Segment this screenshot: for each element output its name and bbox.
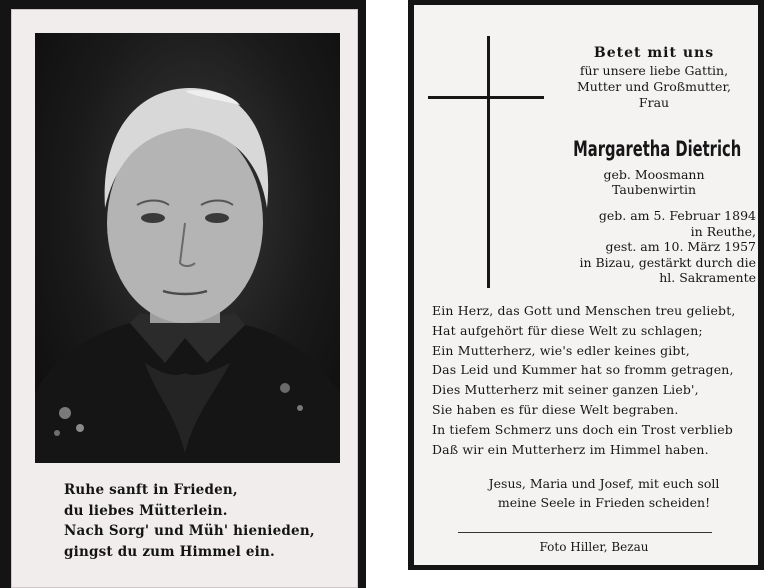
poem-line: In tiefem Schmerz uns doch ein Trost verblieb bbox=[432, 421, 733, 437]
memorial-verse bbox=[64, 480, 354, 562]
heading: Betet mit uns bbox=[593, 45, 715, 61]
photo-card-face bbox=[11, 9, 358, 588]
verse-line: gingst du zum Himmel ein. bbox=[64, 543, 275, 560]
verse-line: Ruhe sanft in Frieden, bbox=[64, 482, 238, 498]
prayer-line: meine Seele in Frieden scheiden! bbox=[497, 495, 711, 510]
life-dates bbox=[550, 208, 756, 286]
deceased-name: Margaretha Dietrich bbox=[573, 137, 742, 161]
birth-date: geb. am 5. Februar 1894 bbox=[598, 208, 756, 223]
header-block bbox=[564, 43, 744, 111]
cross-icon-horizontal bbox=[428, 96, 544, 99]
verse-line: du liebes Mütterlein. bbox=[64, 502, 228, 519]
poem-line: Das Leid und Kummer hat so fromm getragen, bbox=[432, 362, 734, 378]
poem-line: Sie haben es für diese Welt begraben. bbox=[432, 401, 679, 417]
cross-icon-vertical bbox=[487, 36, 490, 288]
intro-line: für unsere liebe Gattin, bbox=[579, 63, 729, 78]
prayer bbox=[454, 474, 754, 512]
memorial-card-text-side bbox=[408, 0, 764, 570]
text-card-face bbox=[414, 5, 758, 565]
maiden-name: geb. Moosmann bbox=[603, 167, 705, 182]
poem-line: Dies Mutterherz mit seiner ganzen Lieb', bbox=[432, 382, 699, 398]
memorial-card-photo-side bbox=[0, 0, 366, 588]
birth-place: in Reuthe, bbox=[690, 223, 756, 239]
name-details bbox=[564, 167, 744, 197]
intro-line: Frau bbox=[638, 95, 670, 110]
poem-line: Daß wir ein Mutterherz im Himmel haben. bbox=[432, 441, 709, 457]
photographer-credit: Foto Hiller, Bezau bbox=[539, 540, 649, 554]
portrait-illustration bbox=[35, 33, 340, 463]
occupation: Taubenwirtin bbox=[611, 182, 697, 197]
poem-line: Hat aufgehört für diese Welt zu schlagen; bbox=[432, 322, 703, 338]
memorial-poem bbox=[432, 301, 762, 459]
poem-line: Ein Herz, das Gott und Menschen treu geliebt, bbox=[432, 303, 736, 318]
death-date: gest. am 10. März 1957 bbox=[605, 239, 756, 254]
death-place: in Bizau, gestärkt durch die bbox=[579, 254, 756, 270]
poem-line: Ein Mutterherz, wie's edler keines gibt, bbox=[432, 342, 690, 358]
divider bbox=[458, 532, 712, 533]
intro-line: Mutter und Großmutter, bbox=[576, 79, 732, 94]
sacraments-note: hl. Sakramente bbox=[659, 270, 756, 285]
prayer-line: Jesus, Maria und Josef, mit euch soll bbox=[488, 476, 720, 491]
portrait-photo bbox=[35, 33, 340, 463]
verse-line: Nach Sorg' und Müh' hienieden, bbox=[64, 523, 315, 539]
